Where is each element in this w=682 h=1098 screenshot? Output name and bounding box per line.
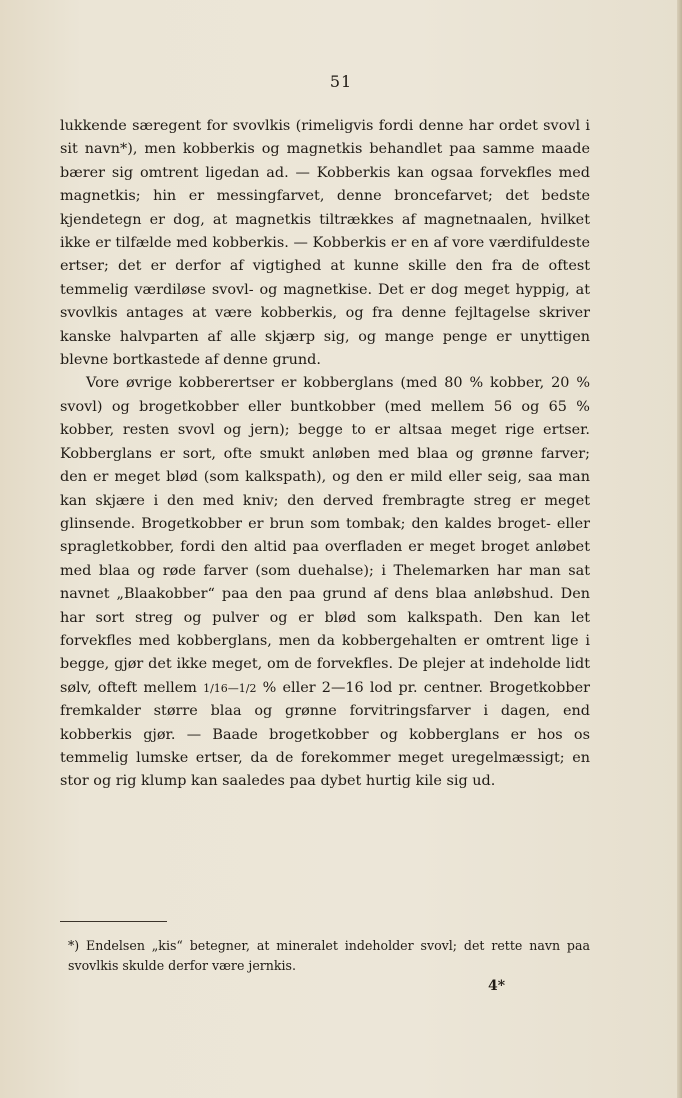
paragraph-1: lukkende særegent for svovlkis (rimeligvis fordi denne har ordet svovl i sit navn*), men kobberkis og magnetkis behandlet paa samme maade bærer sig omtrent ligedan ad. — Kobberkis kan ogsaa forvekfles med magnetkis; hin er messingfarvet, denne broncefarvet; det bedste kjendetegn er dog, at magnetkis tiltrækkes af magnetnaalen, hvilket ikke er tilfælde med kobberkis. — Kobberkis er en af vore værdifuldeste ertser; det er derfor af vigtighed at kunne skille den fra de oftest temmelig værdiløse svovl- og magnetkise. Det er dog meget hyppig, at svovlkis antages at være kobberkis, og fra denne fejltagelse skriver kanske halvparten af alle skjærp sig, og mange penge er unyttigen blevne bortkastede af denne grund. [60, 118, 590, 369]
footnote: *) Endelsen „kis“ betegner, at mineralet indeholder svovl; det rette navn paa svovlkis skulde derfor være jernkis. [68, 938, 590, 973]
paragraph-2 [60, 372, 590, 793]
page-edge [677, 0, 682, 1098]
signature-mark: 4* [488, 978, 506, 994]
fraction: 1/16—1/2 [203, 681, 257, 695]
paragraph-2-text: Vore øvrige kobberertser er kobberglans (med 80 % kobber, 20 % svovl) og brogetkobber eller buntkobber (med mellem 56 og 65 % kobber, resten svovl og jern); begge to er altsaa meget rige ertser. Kobberglans er sort, ofte smukt anløben med blaa og grønne farver; den er meget blød (som kalkspath), og den er mild eller seig, saa man kan skjære i den med kniv; den derved frembragte streg er meget glinsende. Brogetkobber er brun som tombak; den kaldes broget- eller spragletkobber, fordi den altid paa overfladen er meget broget anløbet med blaa og røde farver (som duehalse); i Thelemarken har man sat navnet „Blaakobber“ paa den paa grund af dens blaa anløbshud. Den har sort streg og pulver og er blød som kalkspath. Den kan let forvekfles med kobberglans, men da kobbergehalten er omtrent lige i begge, gjør det ikke meget, om de forvekfles. De plejer at indeholde lidt sølv, ofteft mellem [60, 375, 590, 696]
body-text [60, 115, 590, 794]
page-number: 51 [329, 72, 353, 91]
paragraph-2-continuation: % eller 2—16 lod pr. centner. Brogetkobber fremkalder større blaa og grønne forvitringsfarver i dagen, end kobberkis gjør. — Baade brogetkobber og kobberglans er hos os temmelig lumske ertser, da de forekommer meget uregelmæssigt; en stor og rig klump kan saaledes paa dybet hurtig kile sig ud. [60, 679, 590, 790]
footnote-rule [60, 921, 167, 922]
